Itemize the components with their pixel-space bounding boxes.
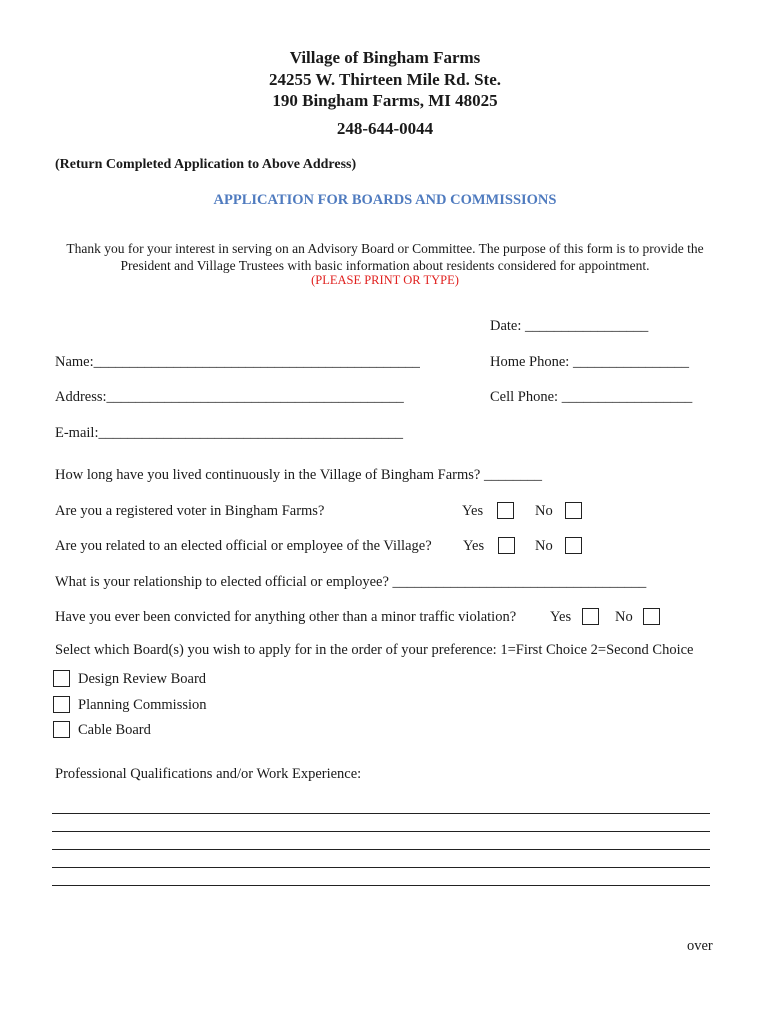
cell-phone-field[interactable]: Cell Phone: __________________ xyxy=(490,389,693,405)
conviction-yes-label: Yes xyxy=(550,609,572,625)
intro-line-1: Thank you for your interest in serving on an Advisory Board or Committee. The purpose of this form is to provide the xyxy=(66,241,704,256)
voter-no-checkbox[interactable] xyxy=(565,502,582,519)
return-note: (Return Completed Application to Above Address) xyxy=(55,157,357,172)
related-yes-checkbox[interactable] xyxy=(498,537,515,554)
design-review-board-label: Design Review Board xyxy=(78,671,207,687)
qualifications-line-2[interactable] xyxy=(52,831,710,832)
conviction-no-label: No xyxy=(615,609,633,625)
related-no-label: No xyxy=(535,538,553,554)
related-question: Are you related to an elected official or employee of the Village? xyxy=(55,538,432,554)
over-note: over xyxy=(687,938,713,954)
cable-board-label: Cable Board xyxy=(78,722,151,738)
date-field[interactable]: Date: _________________ xyxy=(490,318,649,334)
home-phone-field[interactable]: Home Phone: ________________ xyxy=(490,354,689,370)
board-selection-instruction: Select which Board(s) you wish to apply for in the order of your preference: 1=First Choice 2=Second Choice xyxy=(55,642,694,658)
qualifications-line-3[interactable] xyxy=(52,849,710,850)
address-line-2: 190 Bingham Farms, MI 48025 xyxy=(272,91,498,110)
voter-no-label: No xyxy=(535,503,553,519)
address-field[interactable]: Address:_________________________________________ xyxy=(55,389,404,405)
email-field[interactable]: E-mail:__________________________________________ xyxy=(55,425,403,441)
name-field[interactable]: Name:_____________________________________________ xyxy=(55,354,420,370)
voter-question: Are you a registered voter in Bingham Farms? xyxy=(55,503,325,519)
conviction-yes-checkbox[interactable] xyxy=(582,608,599,625)
conviction-question: Have you ever been convicted for anything other than a minor traffic violation? xyxy=(55,609,517,625)
qualifications-line-5[interactable] xyxy=(52,885,710,886)
planning-commission-checkbox[interactable] xyxy=(53,696,70,713)
related-yes-label: Yes xyxy=(463,538,485,554)
address-line-1: 24255 W. Thirteen Mile Rd. Ste. xyxy=(268,70,502,89)
design-review-board-checkbox[interactable] xyxy=(53,670,70,687)
village-name: Village of Bingham Farms xyxy=(289,48,481,67)
cable-board-checkbox[interactable] xyxy=(53,721,70,738)
voter-yes-label: Yes xyxy=(462,503,484,519)
relationship-question[interactable]: What is your relationship to elected official or employee? ___________________________________ xyxy=(55,574,647,590)
qualifications-line-4[interactable] xyxy=(52,867,710,868)
qualifications-line-1[interactable] xyxy=(52,813,710,814)
qualifications-label: Professional Qualifications and/or Work Experience: xyxy=(55,766,362,782)
conviction-no-checkbox[interactable] xyxy=(643,608,660,625)
voter-yes-checkbox[interactable] xyxy=(497,502,514,519)
form-title: APPLICATION FOR BOARDS AND COMMISSIONS xyxy=(213,192,557,208)
print-note: (PLEASE PRINT OR TYPE) xyxy=(311,273,459,287)
intro-line-2: President and Village Trustees with basic information about residents considered for appointment. xyxy=(120,258,650,273)
years-lived-question[interactable]: How long have you lived continuously in the Village of Bingham Farms? ________ xyxy=(55,467,542,483)
related-no-checkbox[interactable] xyxy=(565,537,582,554)
planning-commission-label: Planning Commission xyxy=(78,697,207,713)
phone-number: 248-644-0044 xyxy=(336,119,434,138)
